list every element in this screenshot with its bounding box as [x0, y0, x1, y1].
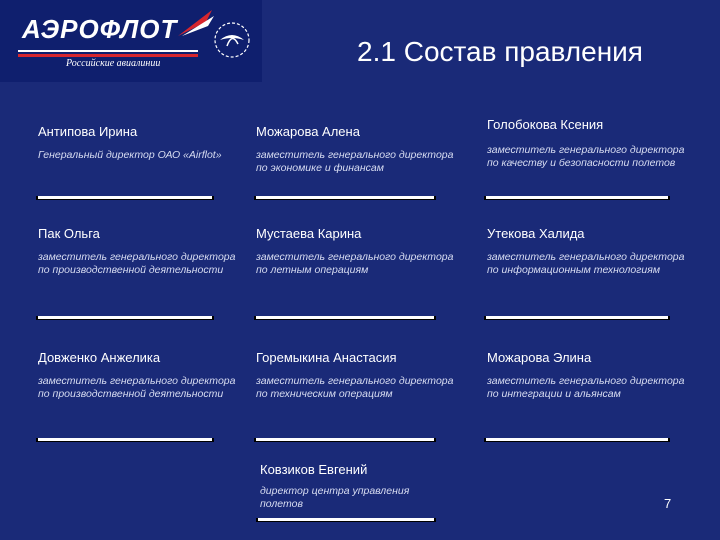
aeroflot-logo — [0, 0, 262, 82]
member-name: Довженко Анжелика — [38, 350, 161, 365]
separator — [484, 316, 670, 319]
member-role: директор центра управления полетов — [260, 485, 410, 510]
member-role: заместитель генерального директора по качеству и безопасности полетов — [487, 144, 685, 169]
member-role: заместитель генерального директора по производственной деятельности — [38, 251, 236, 276]
member-name: Голобокова Ксения — [487, 117, 604, 132]
member-card — [38, 124, 248, 162]
member-name: Можарова Алена — [256, 124, 360, 139]
member-role: заместитель генерального директора по летным операциям — [256, 251, 454, 276]
member-card — [256, 124, 466, 175]
member-role: заместитель генерального директора по информационным технологиям — [487, 251, 685, 276]
member-role: заместитель генерального директора по интеграции и альянсам — [487, 375, 685, 400]
separator — [254, 438, 436, 441]
member-card — [256, 226, 466, 277]
member-name: Пак Ольга — [38, 226, 100, 241]
member-role: заместитель генерального директора по техническим операциям — [256, 375, 454, 400]
member-name: Антипова Ирина — [38, 124, 138, 139]
page-number: 7 — [664, 496, 672, 511]
separator — [256, 518, 436, 521]
member-role: Генеральный директор ОАО «Airflot» — [38, 149, 222, 161]
logo-brand-text: АЭРОФЛОТ — [22, 14, 178, 44]
member-name: Горемыкина Анастасия — [256, 350, 397, 365]
member-name: Можарова Элина — [487, 350, 592, 365]
logo-stripe-white — [18, 50, 198, 52]
separator — [254, 316, 436, 319]
member-name: Утекова Халида — [487, 226, 585, 241]
slide-title: 2.1 Состав правления — [357, 36, 643, 67]
separator — [484, 438, 670, 441]
member-card — [256, 350, 466, 401]
member-card — [487, 226, 697, 277]
member-name: Мустаева Карина — [256, 226, 362, 241]
member-card — [38, 350, 248, 401]
separator — [484, 196, 670, 199]
member-role: заместитель генерального директора по производственной деятельности — [38, 375, 236, 400]
separator — [36, 316, 214, 319]
member-card — [260, 462, 440, 511]
member-card — [38, 226, 248, 277]
separator — [36, 196, 214, 199]
hammer-sickle-wings-icon — [210, 18, 254, 62]
logo-subtitle: Российские авиалинии — [66, 58, 161, 69]
separator — [254, 196, 436, 199]
member-card — [487, 350, 697, 401]
member-role: заместитель генерального директора по экономике и финансам — [256, 149, 454, 174]
logo-stripe-red — [18, 54, 198, 57]
separator — [36, 438, 214, 441]
member-card — [487, 117, 697, 170]
member-name: Ковзиков Евгений — [260, 462, 368, 477]
